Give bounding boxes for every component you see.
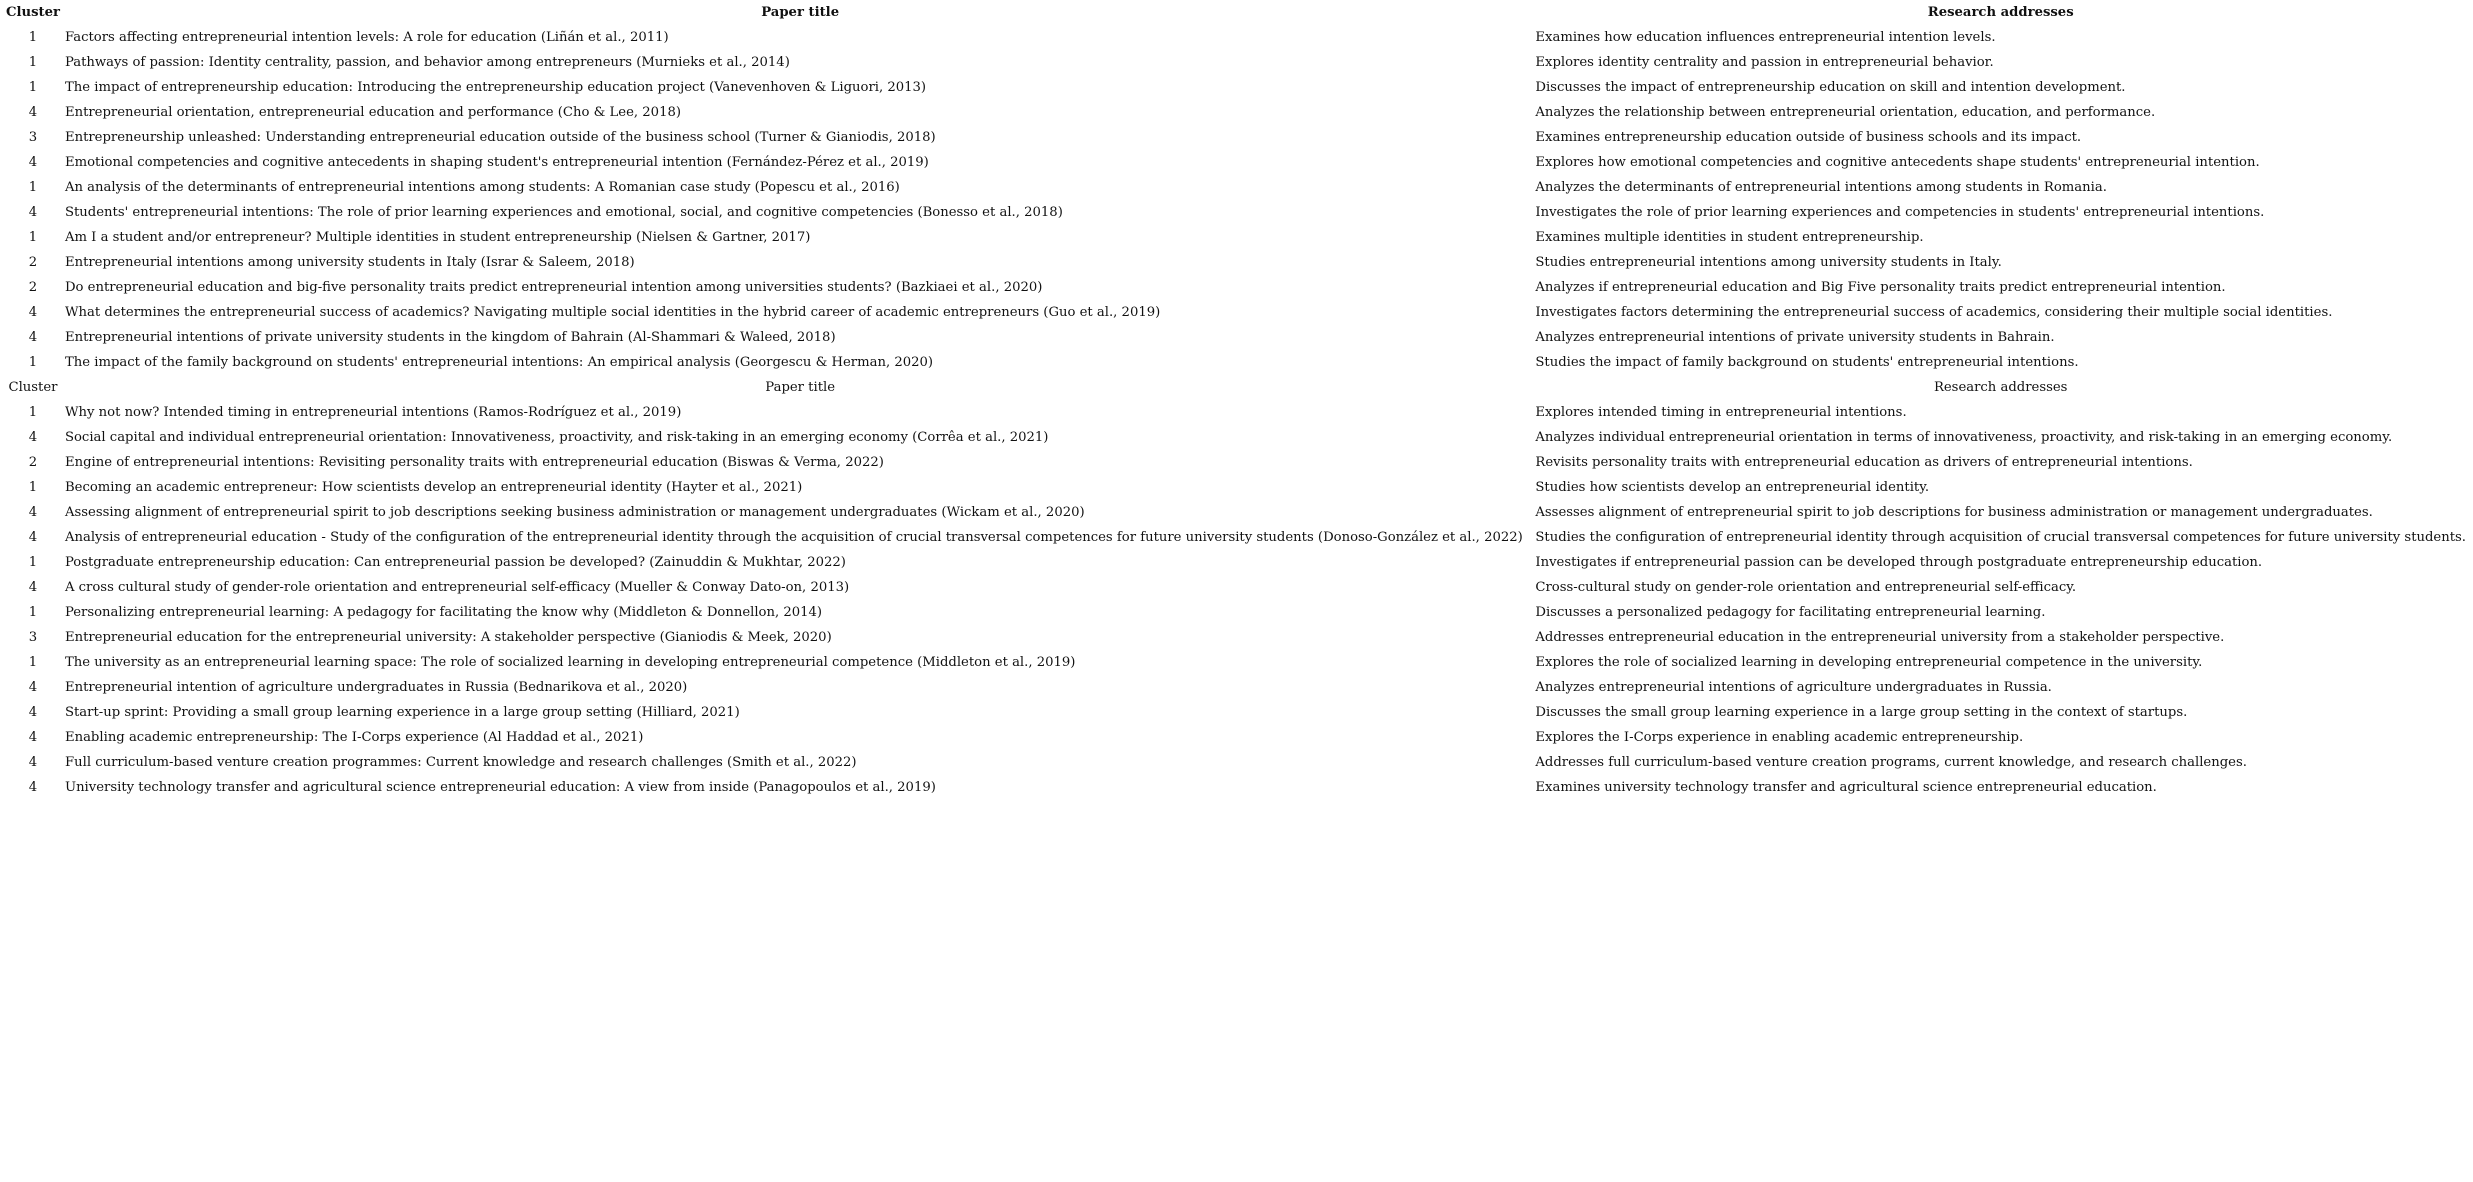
cluster-cell: 1 (28, 605, 38, 620)
research-addresses-cell: Analyzes the determinants of entrepreneurial intentions among students in Romania. (1535, 180, 2107, 195)
paper-title-cell: Full curriculum-based venture creation programmes: Current knowledge and research challenges (Smith et al., 2022) (64, 755, 857, 770)
paper-title-cell: Assessing alignment of entrepreneurial spirit to job descriptions seeking business administration or management undergraduates (Wickam et al., 2020) (64, 505, 1085, 520)
table-row (6, 200, 2466, 225)
header-paper-title: Paper title (761, 5, 840, 20)
header-research-addresses: Research addresses (1927, 5, 2074, 20)
cluster-cell: 4 (28, 680, 38, 695)
research-addresses-cell: Discusses the small group learning experience in a large group setting in the context of startups. (1535, 705, 2188, 720)
paper-title-cell: Postgraduate entrepreneurship education: Can entrepreneurial passion be developed? (Zainuddin & Mukhtar, 2022) (64, 555, 846, 570)
cluster-cell: 4 (28, 780, 38, 795)
table-row (6, 775, 2466, 800)
table-row (6, 675, 2466, 700)
table-subheader (6, 375, 2466, 400)
research-addresses-cell: Examines university technology transfer and agricultural science entrepreneurial education. (1535, 780, 2157, 795)
table-row (6, 700, 2466, 725)
paper-title-cell: Enabling academic entrepreneurship: The I-Corps experience (Al Haddad et al., 2021) (64, 730, 644, 745)
research-addresses-cell: Investigates if entrepreneurial passion can be developed through postgraduate entrepreneurship education. (1535, 555, 2263, 570)
research-addresses-cell: Studies how scientists develop an entrepreneurial identity. (1535, 480, 1930, 495)
cluster-cell: 4 (28, 305, 38, 320)
paper-title-cell: Entrepreneurial intentions of private university students in the kingdom of Bahrain (Al-Shammari & Waleed, 2018) (64, 330, 836, 345)
research-addresses-cell: Explores intended timing in entrepreneurial intentions. (1535, 405, 1907, 420)
paper-title-cell: Social capital and individual entrepreneurial orientation: Innovativeness, proactivity, and risk-taking in an emerging economy (Corrêa et al., 2021) (64, 430, 1049, 445)
paper-title-cell: The university as an entrepreneurial learning space: The role of socialized learning in developing entrepreneurial competence (Middleton et al., 2019) (64, 655, 1076, 670)
research-addresses-cell: Analyzes entrepreneurial intentions of agriculture undergraduates in Russia. (1535, 680, 2052, 695)
table-row (6, 500, 2466, 525)
paper-title-cell: Personalizing entrepreneurial learning: A pedagogy for facilitating the know why (Middleton & Donnellon, 2014) (64, 605, 823, 620)
table-row (6, 750, 2466, 775)
table-row (6, 225, 2466, 250)
paper-title-cell: Why not now? Intended timing in entrepreneurial intentions (Ramos-Rodríguez et al., 2019) (64, 405, 682, 420)
research-addresses-cell: Analyzes entrepreneurial intentions of private university students in Bahrain. (1535, 330, 2055, 345)
subheader-cluster: Cluster (8, 380, 58, 395)
paper-title-cell: Becoming an academic entrepreneur: How scientists develop an entrepreneurial identity (Hayter et al., 2021) (64, 480, 803, 495)
paper-title-cell: Engine of entrepreneurial intentions: Revisiting personality traits with entrepreneurial education (Biswas & Verma, 2022) (64, 455, 884, 470)
subheader-research-addresses: Research addresses (1933, 380, 2068, 395)
cluster-cell: 1 (28, 480, 38, 495)
header-cluster: Cluster (6, 5, 60, 20)
research-addresses-cell: Examines multiple identities in student entrepreneurship. (1535, 230, 1924, 245)
cluster-cell: 4 (28, 705, 38, 720)
table-row (6, 250, 2466, 275)
table-row (6, 525, 2466, 550)
research-addresses-cell: Addresses entrepreneurial education in the entrepreneurial university from a stakeholder perspective. (1535, 630, 2225, 645)
paper-title-cell: Entrepreneurship unleashed: Understanding entrepreneurial education outside of the business school (Turner & Gianiodis, 2018) (64, 130, 936, 145)
table-row (6, 150, 2466, 175)
research-addresses-cell: Assesses alignment of entrepreneurial spirit to job descriptions for business administration or management undergraduates. (1535, 505, 2373, 520)
cluster-cell: 1 (28, 80, 38, 95)
cluster-cell: 4 (28, 330, 38, 345)
research-addresses-cell: Analyzes individual entrepreneurial orientation in terms of innovativeness, proactivity, and risk-taking in an emerging economy. (1535, 430, 2393, 445)
paper-title-cell: Am I a student and/or entrepreneur? Multiple identities in student entrepreneurship (Nielsen & Gartner, 2017) (64, 230, 811, 245)
cluster-cell: 4 (28, 730, 38, 745)
research-addresses-cell: Studies the impact of family background on students' entrepreneurial intentions. (1535, 355, 2079, 370)
paper-title-cell: Entrepreneurial intention of agriculture undergraduates in Russia (Bednarikova et al., 2020) (64, 680, 688, 695)
cluster-cell: 1 (28, 30, 38, 45)
table-row (6, 575, 2466, 600)
table-row (6, 175, 2466, 200)
table-row (6, 725, 2466, 750)
cluster-cell: 1 (28, 555, 38, 570)
cluster-cell: 2 (28, 255, 38, 270)
cluster-cell: 1 (28, 230, 38, 245)
table-row (6, 550, 2466, 575)
research-addresses-cell: Studies entrepreneurial intentions among university students in Italy. (1535, 255, 2002, 270)
cluster-cell: 4 (28, 105, 38, 120)
table-row (6, 475, 2466, 500)
table-row (6, 50, 2466, 75)
table-row (6, 450, 2466, 475)
research-addresses-cell: Addresses full curriculum-based venture creation programs, current knowledge, and research challenges. (1535, 755, 2247, 770)
research-addresses-cell: Cross-cultural study on gender-role orientation and entrepreneurial self-efficacy. (1535, 580, 2077, 595)
research-addresses-cell: Investigates factors determining the entrepreneurial success of academics, considering their multiple social identities. (1535, 305, 2333, 320)
table-row (6, 650, 2466, 675)
research-addresses-cell: Explores the I-Corps experience in enabling academic entrepreneurship. (1535, 730, 2024, 745)
research-addresses-cell: Explores how emotional competencies and cognitive antecedents shape students' entrepreneurial intention. (1535, 155, 2260, 170)
paper-title-cell: The impact of entrepreneurship education: Introducing the entrepreneurship education project (Vanevenhoven & Liguori, 2013) (64, 80, 927, 95)
paper-title-cell: What determines the entrepreneurial success of academics? Navigating multiple social identities in the hybrid career of academic entrepreneurs (Guo et al., 2019) (64, 305, 1161, 320)
table-row (6, 275, 2466, 300)
cluster-cell: 4 (28, 530, 38, 545)
research-addresses-cell: Analyzes the relationship between entrepreneurial orientation, education, and performance. (1535, 105, 2156, 120)
cluster-cell: 2 (28, 455, 38, 470)
table-row (6, 125, 2466, 150)
table-row (6, 625, 2466, 650)
papers-table (6, 0, 2466, 800)
cluster-cell: 4 (28, 505, 38, 520)
research-addresses-cell: Discusses the impact of entrepreneurship education on skill and intention development. (1535, 80, 2126, 95)
paper-title-cell: Entrepreneurial intentions among university students in Italy (Israr & Saleem, 2018) (64, 255, 635, 270)
research-addresses-cell: Explores identity centrality and passion in entrepreneurial behavior. (1535, 55, 1994, 70)
paper-title-cell: Entrepreneurial orientation, entrepreneurial education and performance (Cho & Lee, 2018) (64, 105, 681, 120)
table-row (6, 350, 2466, 375)
research-addresses-cell: Investigates the role of prior learning experiences and competencies in students' entrepreneurial intentions. (1535, 205, 2265, 220)
paper-title-cell: Emotional competencies and cognitive antecedents in shaping student's entrepreneurial intention (Fernández-Pérez et al., 2019) (64, 155, 929, 170)
table-row (6, 400, 2466, 425)
cluster-cell: 2 (28, 280, 38, 295)
cluster-cell: 1 (28, 180, 38, 195)
table-row (6, 600, 2466, 625)
table-row (6, 300, 2466, 325)
cluster-cell: 4 (28, 155, 38, 170)
paper-title-cell: University technology transfer and agricultural science entrepreneurial education: A view from inside (Panagopoulos et al., 2019) (64, 780, 936, 795)
paper-title-cell: The impact of the family background on students' entrepreneurial intentions: An empirical analysis (Georgescu & Herman, 2020) (64, 355, 934, 370)
table-row (6, 100, 2466, 125)
cluster-cell: 1 (28, 55, 38, 70)
research-addresses-cell: Examines entrepreneurship education outside of business schools and its impact. (1535, 130, 2082, 145)
paper-title-cell: Do entrepreneurial education and big-five personality traits predict entrepreneurial intention among universities students? (Bazkiaei et al., 2020) (64, 280, 1043, 295)
subheader-paper-title: Paper title (765, 380, 836, 395)
cluster-cell: 4 (28, 580, 38, 595)
research-addresses-cell: Revisits personality traits with entrepreneurial education as drivers of entrepreneurial intentions. (1535, 455, 2193, 470)
table-row (6, 25, 2466, 50)
research-addresses-cell: Explores the role of socialized learning in developing entrepreneurial competence in the university. (1535, 655, 2203, 670)
cluster-cell: 4 (28, 755, 38, 770)
table-body-part1 (6, 25, 2466, 375)
cluster-cell: 3 (28, 630, 38, 645)
table-row (6, 75, 2466, 100)
paper-title-cell: Start-up sprint: Providing a small group learning experience in a large group setting (Hilliard, 2021) (64, 705, 740, 720)
table-subheader-group (6, 375, 2466, 400)
cluster-cell: 1 (28, 655, 38, 670)
cluster-cell: 3 (28, 130, 38, 145)
table-header (6, 0, 2466, 25)
paper-title-cell: An analysis of the determinants of entrepreneurial intentions among students: A Romanian case study (Popescu et al., 2016) (64, 180, 900, 195)
research-addresses-cell: Examines how education influences entrepreneurial intention levels. (1535, 30, 1996, 45)
cluster-cell: 1 (28, 355, 38, 370)
cluster-cell: 4 (28, 205, 38, 220)
research-addresses-cell: Analyzes if entrepreneurial education and Big Five personality traits predict entrepreneurial intention. (1535, 280, 2226, 295)
paper-title-cell: A cross cultural study of gender-role orientation and entrepreneurial self-efficacy (Mueller & Conway Dato-on, 2013) (64, 580, 850, 595)
cluster-cell: 4 (28, 430, 38, 445)
paper-title-cell: Entrepreneurial education for the entrepreneurial university: A stakeholder perspective (Gianiodis & Meek, 2020) (64, 630, 832, 645)
table-body-part2 (6, 400, 2466, 800)
cluster-cell: 1 (28, 405, 38, 420)
table-row (6, 325, 2466, 350)
paper-title-cell: Factors affecting entrepreneurial intention levels: A role for education (Liñán et al., 2011) (64, 30, 669, 45)
paper-title-cell: Pathways of passion: Identity centrality, passion, and behavior among entrepreneurs (Murnieks et al., 2014) (64, 55, 790, 70)
paper-title-cell: Students' entrepreneurial intentions: The role of prior learning experiences and emotional, social, and cognitive competencies (Bonesso et al., 2018) (64, 205, 1063, 220)
paper-title-cell: Analysis of entrepreneurial education - Study of the configuration of the entrepreneurial identity through the acquisition of crucial transversal competences for future university students (Donoso-González et al., 2022) (64, 530, 1523, 545)
research-addresses-cell: Discusses a personalized pedagogy for facilitating entrepreneurial learning. (1535, 605, 2046, 620)
research-addresses-cell: Studies the configuration of entrepreneurial identity through acquisition of crucial transversal competences for future university students. (1535, 530, 2466, 545)
table-row (6, 425, 2466, 450)
